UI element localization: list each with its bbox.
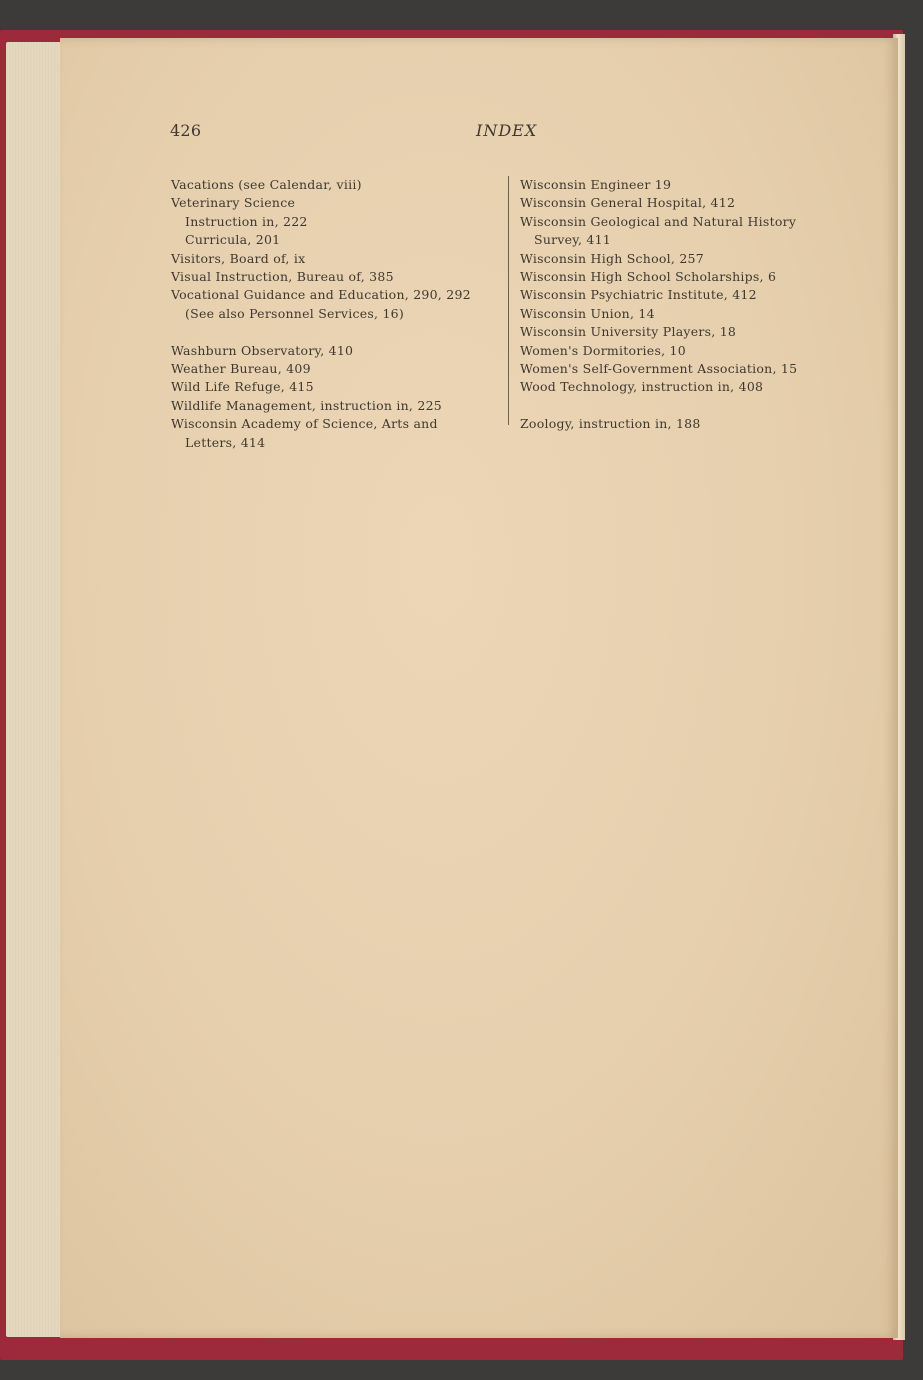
index-subentry: Letters, 414	[185, 434, 266, 450]
index-entry: Vacations (see Calendar, viii)	[171, 177, 362, 192]
index-subentry: (See also Personnel Services, 16)	[185, 305, 404, 321]
index-entry: Wisconsin Geological and Natural History	[520, 213, 797, 229]
index-entry: Zoology, instruction in, 188	[520, 416, 701, 432]
index-entry: Wisconsin Psychiatric Institute, 412	[520, 287, 757, 303]
index-column-right	[520, 176, 880, 434]
index-entry: Wisconsin Academy of Science, Arts and	[171, 416, 438, 432]
index-entry: Visual Instruction, Bureau of, 385	[171, 269, 394, 285]
index-entry: Wood Technology, instruction in, 408	[520, 379, 764, 395]
index-entry: Women's Self-Government Association, 15	[520, 361, 798, 377]
index-entry: Wisconsin University Players, 18	[520, 324, 737, 340]
running-head: INDEX	[476, 121, 538, 140]
index-entry: Wild Life Refuge, 415	[171, 379, 314, 395]
index-entry: Wildlife Management, instruction in, 225	[171, 397, 442, 413]
index-entry: Visitors, Board of, ix	[171, 250, 306, 266]
index-subentry: Survey, 411	[534, 232, 612, 248]
page-number: 426	[170, 121, 202, 140]
index-entry: Vocational Guidance and Education, 290, 292	[171, 287, 471, 303]
index-entry: Wisconsin Union, 14	[520, 305, 655, 321]
index-subentry: Curricula, 201	[185, 232, 281, 248]
index-entry: Wisconsin High School Scholarships, 6	[520, 269, 777, 285]
index-entry: Veterinary Science	[171, 195, 296, 211]
index-entry: Wisconsin General Hospital, 412	[520, 195, 736, 211]
index-subentry: Instruction in, 222	[185, 213, 308, 229]
index-entry: Wisconsin Engineer 19	[520, 177, 672, 192]
index-entry: Wisconsin High School, 257	[520, 250, 704, 266]
index-entry: Washburn Observatory, 410	[171, 342, 354, 358]
entry-gap	[171, 323, 501, 341]
index-entry: Weather Bureau, 409	[171, 361, 311, 377]
index-entry: Women's Dormitories, 10	[520, 342, 686, 358]
index-column-left	[171, 176, 501, 452]
entry-gap	[520, 397, 880, 415]
column-divider	[508, 176, 509, 425]
